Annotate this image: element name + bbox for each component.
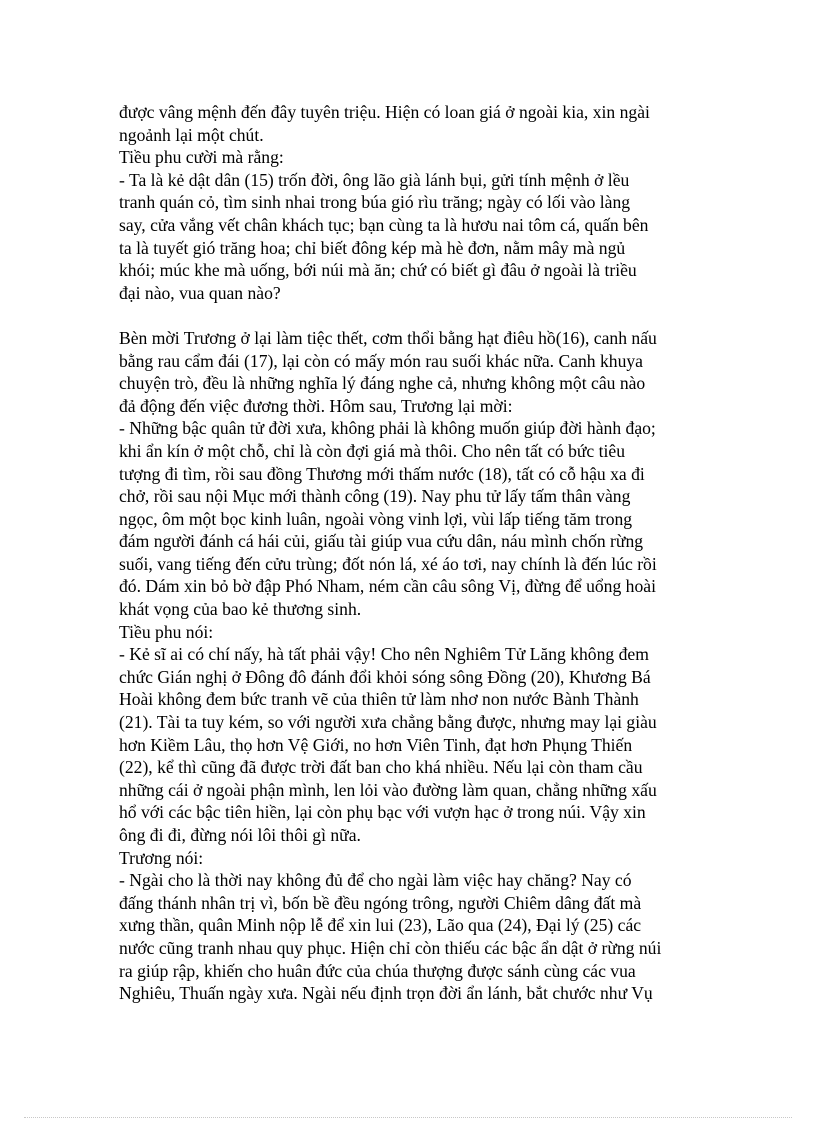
document-body [119,101,719,1005]
text-line: khi ẩn kín ở một chỗ, chỉ là còn đợi giá mà thôi. Cho nên tất có bức tiêu [119,440,626,461]
text-line: xưng thần, quân Minh nộp lễ để xin lui (23), Lão qua (24), Đại lý (25) các [119,915,642,936]
text-line: đấng thánh nhân trị vì, bốn bề đều ngóng trông, người Chiêm dâng đất mà [119,892,642,913]
text-line: tượng đi tìm, rồi sau đồng Thương mới thấm nước (18), tất có cỗ hậu xa đi [119,463,645,484]
text-line: say, cửa vắng vết chân khách tục; bạn cùng ta là hươu nai tôm cá, quấn bên [119,214,649,235]
text-line: - Ngài cho là thời nay không đủ để cho ngài làm việc hay chăng? Nay có [119,870,632,891]
text-line: đám người đánh cá hái củi, giấu tài giúp vua cứu dân, náu mình chốn rừng [119,531,644,552]
text-line: nước cũng tranh nhau quy phục. Hiện chỉ còn thiếu các bậc ẩn dật ở rừng núi [119,937,662,958]
text-line: Nghiêu, Thuấn ngày xưa. Ngài nếu định trọn đời ẩn lánh, bắt chước như Vụ [119,983,653,1004]
text-line: - Kẻ sĩ ai có chí nấy, hà tất phải vậy! Cho nên Nghiêm Tử Lăng không đem [119,644,649,665]
text-line: Bèn mời Trương ở lại làm tiệc thết, cơm thổi bằng hạt điêu hồ(16), canh nấu [119,327,657,348]
text-line: khói; múc khe mà uống, bới núi mà ăn; chứ có biết gì đâu ở ngoài là triều [119,260,637,281]
text-line: đả động đến việc đương thời. Hôm sau, Trương lại mời: [119,395,513,416]
text-line: ra giúp rập, khiến cho huân đức của chúa thượng được sánh cùng các vua [119,960,636,981]
text-line: chuyện trò, đều là những nghĩa lý đáng nghe cả, nhưng không một câu nào [119,373,646,394]
text-line: ngọc, ôm một bọc kinh luân, ngoài vòng vinh lợi, vùi lấp tiếng tăm trong [119,508,633,529]
text-line: đại nào, vua quan nào? [119,282,281,303]
text-line: Tiều phu cười mà rằng: [119,147,284,168]
text-line: những cái ở ngoài phận mình, len lỏi vào đường làm quan, chẳng những xấu [119,779,657,800]
footer-divider [24,1117,792,1118]
text-line: ông đi đi, đừng nói lôi thôi gì nữa. [119,825,361,845]
text-line: hổ với các bậc tiên hiền, lại còn phụ bạc với vượn hạc ở trong núi. Vậy xin [119,802,646,823]
text-line: được vâng mệnh đến đây tuyên triệu. Hiện có loan giá ở ngoài kia, xin ngài [119,102,650,122]
text-line: - Ta là kẻ dật dân (15) trốn đời, ông lão già lánh bụi, gửi tính mệnh ở lều [119,169,630,190]
text-line: ta là tuyết gió trăng hoa; chỉ biết đông kép mà hè đơn, nằm mây mà ngủ [119,237,626,258]
text-line: chở, rồi sau nội Mục mới thành công (19). Nay phu tử lấy tấm thân vàng [119,486,631,507]
text-line: (21). Tài ta tuy kém, so với người xưa chẳng bằng được, nhưng may lại giàu [119,712,657,733]
text-line: - Những bậc quân tử đời xưa, không phải là không muốn giúp đời hành đạo; [119,418,656,439]
text-line: chức Gián nghị ở Đông đô đánh đổi khỏi sóng sông Đồng (20), Khương Bá [119,666,651,687]
text-line: tranh quán cỏ, tìm sinh nhai trong búa gió rìu trăng; ngày có lối vào làng [119,192,631,213]
text-line: Tiều phu nói: [119,621,214,642]
text-line: ngoảnh lại một chút. [119,124,264,145]
text-line: đó. Dám xin bỏ bờ đập Phó Nham, ném cần câu sông Vị, đừng để uổng hoài [119,576,656,597]
text-line: (22), kể thì cũng đã được trời đất ban cho khá nhiều. Nếu lại còn tham cầu [119,757,643,778]
text-line: hơn Kiềm Lâu, thọ hơn Vệ Giới, no hơn Viên Tinh, đạt hơn Phụng Thiến [119,734,633,755]
text-line: Hoài không đem bức tranh vẽ của thiên tử làm nhơ non nước Bành Thành [119,689,639,710]
blank-line [119,304,719,327]
text-line: khát vọng của bao kẻ thương sinh. [119,599,362,620]
text-line: Trương nói: [119,847,204,868]
text-line: bằng rau cẩm đái (17), lại còn có mấy món rau suối khác nữa. Canh khuya [119,350,643,371]
text-line: suối, vang tiếng đến cửu trùng; đốt nón lá, xé áo tơi, nay chính là đến lúc rồi [119,553,657,574]
